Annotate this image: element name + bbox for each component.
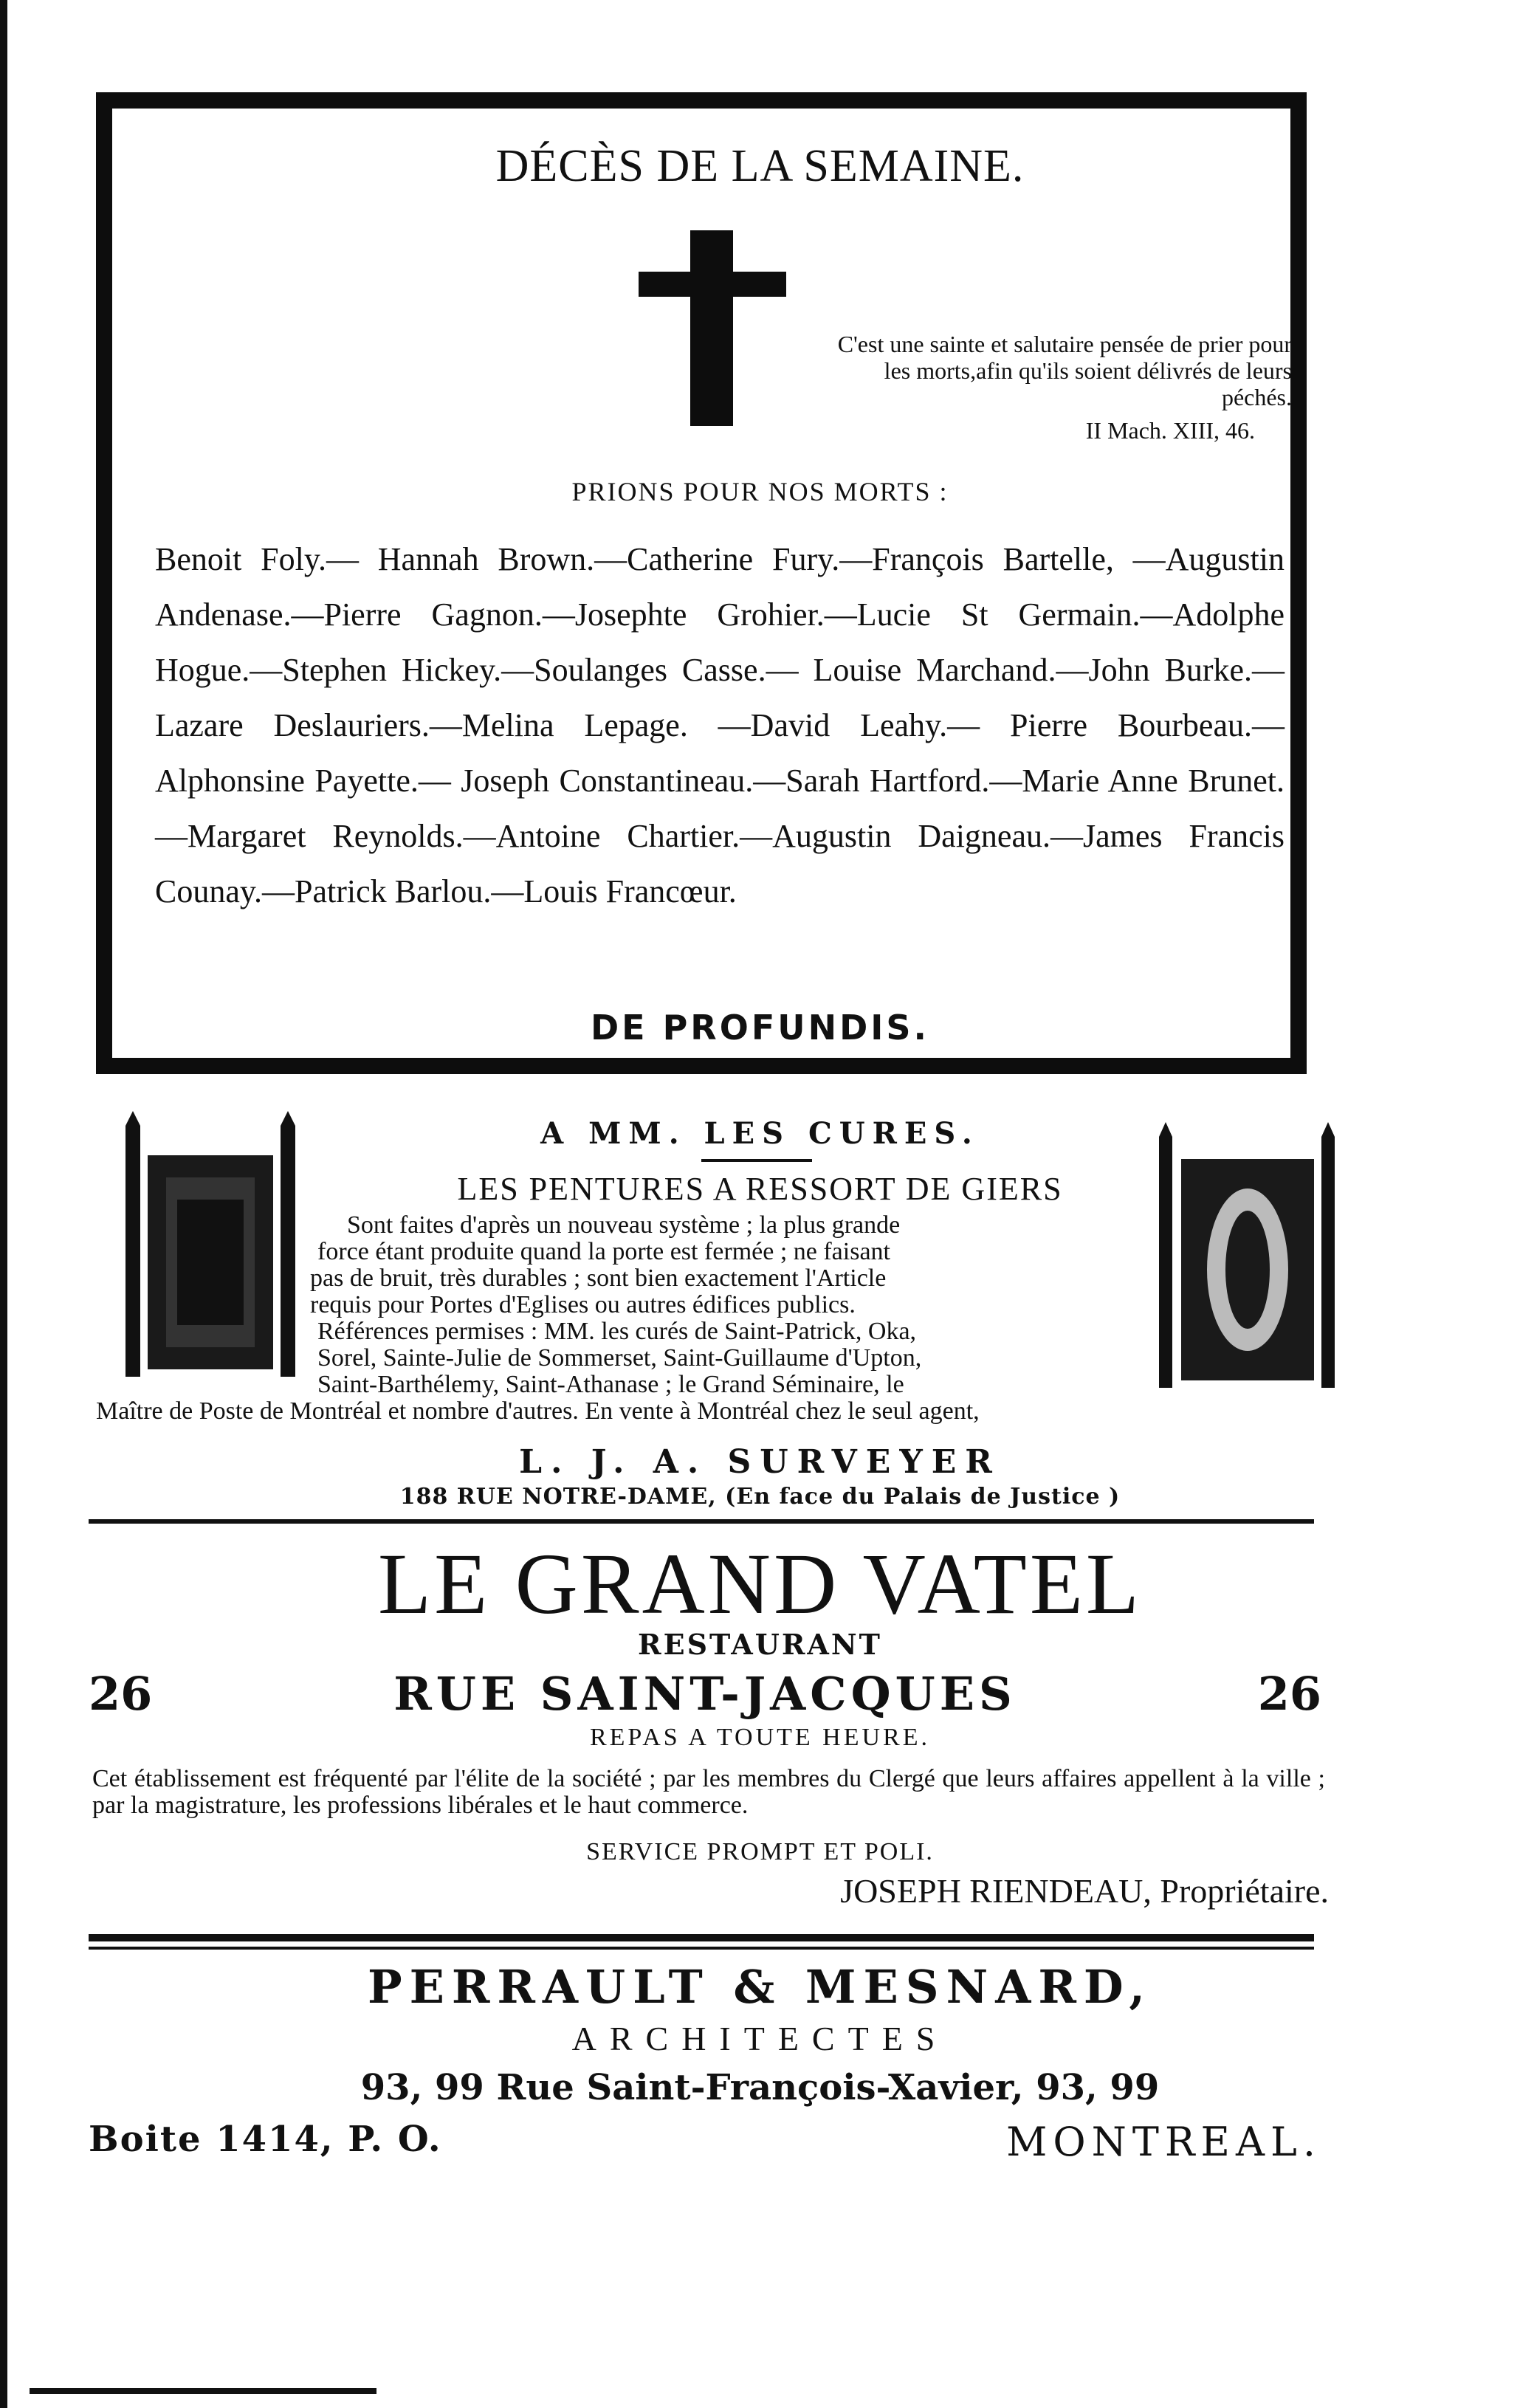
address-street: RUE SAINT-JACQUES — [393, 1667, 1017, 1721]
scripture-reference: II Mach. XIII, 46. — [1085, 417, 1255, 444]
agent-name: L. J. A. SURVEYER — [519, 1443, 1001, 1481]
heading-underline — [701, 1159, 812, 1162]
deces-title: DÉCÈS DE LA SEMAINE. — [495, 141, 1025, 191]
vatel-title: LE GRAND VATEL — [378, 1535, 1142, 1632]
architects-title: PERRAULT & MESNARD, — [367, 1960, 1153, 2014]
vatel-service: SERVICE PROMPT ET POLI. — [586, 1838, 934, 1865]
architects-city: MONTREAL. — [1006, 2119, 1321, 2165]
architects-subtitle: ARCHITECTES — [571, 2020, 949, 2057]
pentures-line: Références permises : MM. les curés de Saint-Patrick, Oka, — [317, 1318, 917, 1345]
pentures-line: force étant produite quand la porte est fermée ; ne faisant — [317, 1238, 890, 1265]
architects-po-box: Boite 1414, P. O. — [89, 2119, 442, 2160]
scripture-quote: C'est une sainte et salutaire pensée de prier pour les morts,afin qu'ils soient délivrés de leurs péchés. — [837, 331, 1292, 410]
address-number-left: 26 — [89, 1667, 153, 1721]
pentures-line: Saint-Barthélemy, Saint-Athanase ; le Grand Séminaire, le — [317, 1371, 904, 1398]
section-divider — [89, 1519, 1314, 1524]
section-divider — [89, 1934, 1314, 1941]
pentures-line: Sont faites d'après un nouveau système ; la plus grande — [347, 1211, 901, 1239]
cures-heading: A MM. LES CURES. — [540, 1116, 980, 1151]
bottom-rule — [30, 2388, 376, 2394]
cross-icon-bar — [639, 272, 786, 297]
architects-address: 93, 99 Rue Saint-François-Xavier, 93, 99 — [360, 2067, 1160, 2108]
section-divider-thin — [89, 1947, 1314, 1950]
vatel-hours: REPAS A TOUTE HEURE. — [589, 1724, 930, 1751]
cross-icon — [690, 230, 733, 426]
de-profundis-closing: DE PROFUNDIS. — [590, 1008, 930, 1048]
vatel-owner: JOSEPH RIENDEAU, Propriétaire. — [840, 1872, 1329, 1910]
vatel-description: Cet établissement est fréquenté par l'élite de la société ; par les membres du Clergé que leurs affaires appellent à la ville ; par la magistrature, les professions libérales et le haut commerce. — [92, 1765, 1325, 1819]
pentures-line: Maître de Poste de Montréal et nombre d'autres. En vente à Montréal chez le seul agent, — [96, 1397, 980, 1425]
address-number-right: 26 — [1257, 1667, 1321, 1721]
prions-heading: PRIONS POUR NOS MORTS : — [571, 477, 949, 506]
pentures-description — [96, 1212, 1373, 1425]
pentures-line: requis pour Portes d'Eglises ou autres édifices publics. — [310, 1291, 856, 1318]
vatel-subtitle: RESTAURANT — [638, 1628, 882, 1661]
pentures-title: LES PENTURES A RESSORT DE GIERS — [457, 1171, 1063, 1207]
deceased-names-list: Benoit Foly.— Hannah Brown.—Catherine Fury.—François Bartelle, —Augustin Andenase.—Pierre Gagnon.—Josephte Grohier.—Lucie St Germain.—Adolphe Hogue.—Stephen Hickey.—Soulanges Casse.— Louise Marchand.—John Burke.—Lazare Deslauriers.—Melina Lepage. —David Leahy.— Pierre Bourbeau.— Alphonsine Payette.— Joseph Constantineau.—Sarah Hartford.—Marie Anne Brunet.—Margaret Reynolds.—Antoine Chartier.—Augustin Daigneau.—James Francis Counay.—Patrick Barlou.—Louis Francœur. — [155, 541, 1285, 909]
pentures-line: pas de bruit, très durables ; sont bien exactement l'Article — [310, 1265, 887, 1292]
pentures-line: Sorel, Sainte-Julie de Sommerset, Saint-Guillaume d'Upton, — [317, 1344, 922, 1372]
vatel-address — [89, 1667, 1321, 1721]
agent-address: 188 RUE NOTRE-DAME, (En face du Palais de Justice ) — [399, 1484, 1121, 1510]
